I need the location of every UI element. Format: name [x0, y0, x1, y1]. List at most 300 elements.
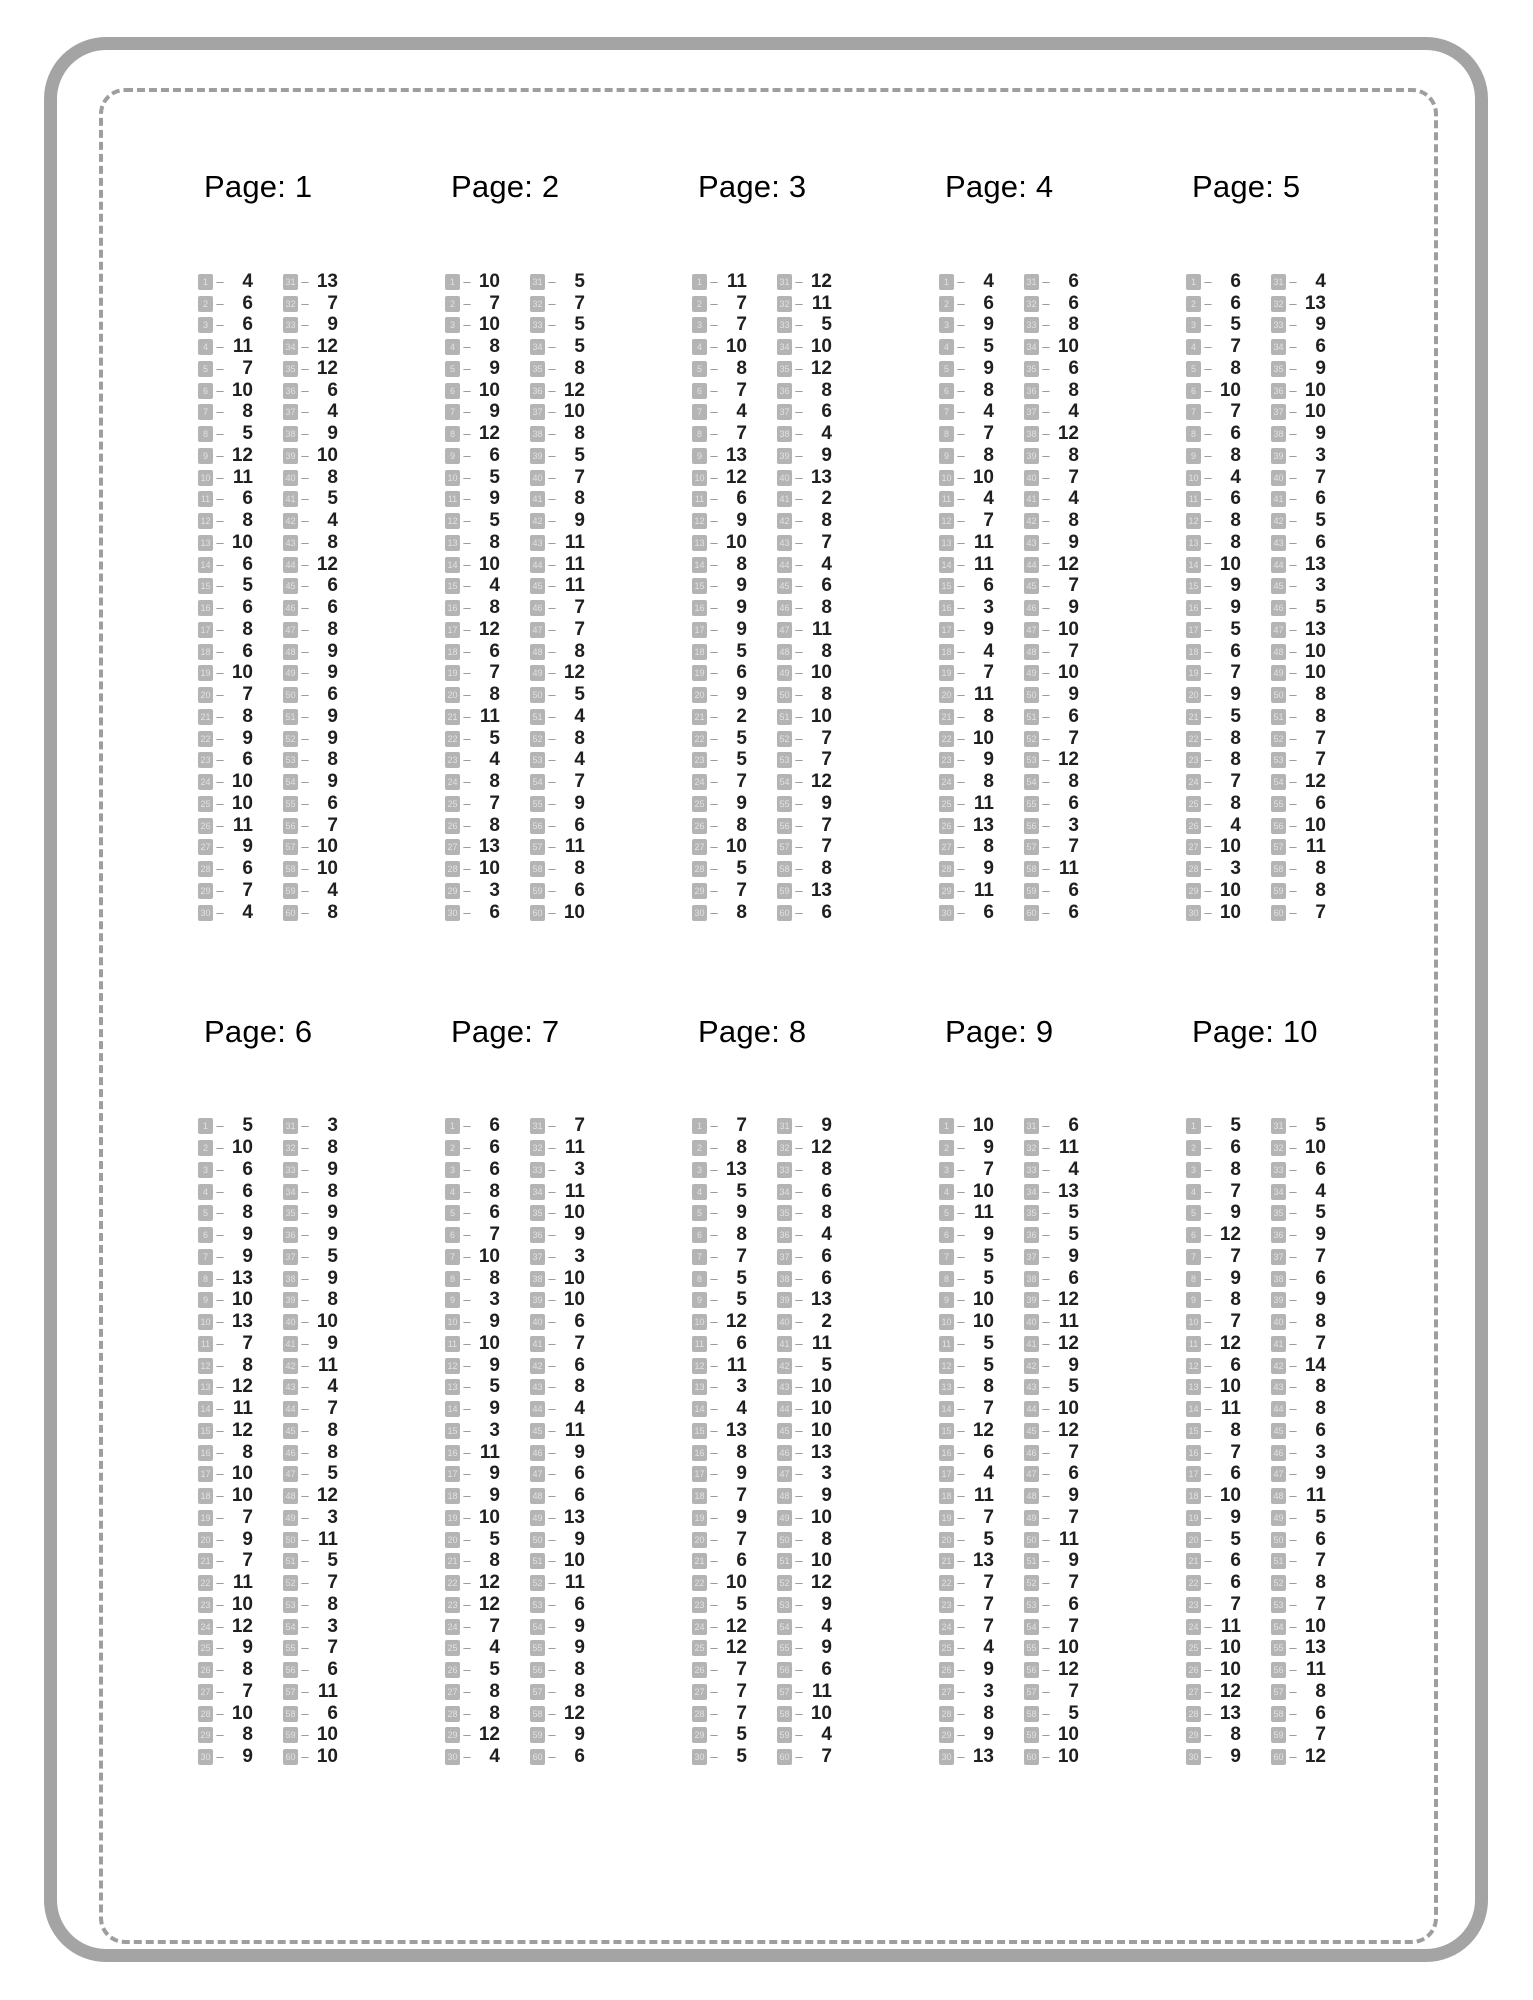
answer-value: 5 [736, 1746, 747, 1768]
problem-number-badge: 29 [445, 883, 460, 899]
answer-value: 9 [821, 444, 832, 466]
answer-row [692, 1311, 832, 1333]
dash-separator: – [1042, 1509, 1050, 1525]
answer-value: 7 [1068, 836, 1079, 858]
problem-number-badge: 9 [939, 448, 954, 464]
problem-number-badge: 19 [1186, 1510, 1201, 1526]
answer-pair-left [939, 576, 994, 596]
dash-separator: – [710, 1183, 718, 1199]
answer-value: 7 [736, 1528, 747, 1550]
problem-number-badge: 13 [692, 535, 707, 551]
problem-number-badge: 56 [530, 1662, 545, 1678]
answer-row [445, 1224, 585, 1246]
dash-separator: – [1204, 752, 1212, 768]
problem-number-badge: 23 [692, 752, 707, 768]
answer-value: 6 [574, 879, 585, 901]
answer-value: 6 [1068, 1593, 1079, 1615]
answer-value: 12 [1057, 1332, 1079, 1354]
dash-separator: – [710, 273, 718, 289]
problem-number-badge: 22 [939, 1575, 954, 1591]
answer-value: 9 [983, 749, 994, 771]
answer-value: 8 [574, 488, 585, 510]
problem-number-badge: 21 [198, 1553, 213, 1569]
answer-pair-right [777, 1377, 832, 1397]
problem-number-badge: 6 [692, 383, 707, 399]
problem-number-badge: 33 [1271, 1162, 1286, 1178]
answer-value: 6 [1315, 1702, 1326, 1724]
dash-separator: – [1204, 1705, 1212, 1721]
answer-pair-right [1024, 1225, 1079, 1245]
problem-number-badge: 10 [939, 470, 954, 486]
answer-value: 9 [821, 1115, 832, 1137]
answer-value: 13 [810, 466, 832, 488]
answer-value: 6 [1230, 640, 1241, 662]
problem-number-badge: 41 [777, 491, 792, 507]
answer-value: 9 [327, 1267, 338, 1289]
dash-separator: – [463, 360, 471, 376]
answer-row [939, 1224, 1079, 1246]
answer-pair-left [198, 859, 253, 879]
dash-separator: – [301, 578, 309, 594]
problem-number-badge: 39 [777, 1292, 792, 1308]
answer-pair-left [1186, 772, 1241, 792]
answer-pair-right [530, 315, 585, 335]
dash-separator: – [548, 1357, 556, 1373]
problem-number-badge: 18 [692, 1488, 707, 1504]
problem-number-badge: 1 [692, 274, 707, 290]
problem-number-badge: 9 [692, 448, 707, 464]
answer-pair-left [1186, 816, 1241, 836]
dash-separator: – [957, 1314, 965, 1330]
problem-number-badge: 30 [198, 905, 213, 921]
answer-pair-left [445, 489, 500, 509]
dash-separator: – [301, 665, 309, 681]
answer-value: 9 [574, 1637, 585, 1659]
problem-number-badge: 60 [1024, 905, 1039, 921]
answer-pair-left [692, 1595, 747, 1615]
answer-value: 8 [1068, 314, 1079, 336]
answer-row [1186, 684, 1326, 706]
dash-separator: – [548, 447, 556, 463]
answer-row [1186, 1137, 1326, 1159]
problem-number-badge: 2 [1186, 1140, 1201, 1156]
answer-value: 4 [821, 553, 832, 575]
problem-number-badge: 33 [1271, 317, 1286, 333]
dash-separator: – [1204, 578, 1212, 594]
dash-separator: – [548, 404, 556, 420]
answer-pair-right [777, 1247, 832, 1267]
problem-number-badge: 41 [1024, 491, 1039, 507]
answer-pair-left [198, 1160, 253, 1180]
answer-pair-left [692, 1377, 747, 1397]
answer-row [445, 1137, 585, 1159]
answer-pair-left [445, 1269, 500, 1289]
problem-number-badge: 43 [530, 1379, 545, 1395]
dash-separator: – [957, 774, 965, 790]
answer-value: 6 [327, 597, 338, 619]
problem-number-badge: 8 [198, 1271, 213, 1287]
dash-separator: – [795, 1183, 803, 1199]
answer-value: 3 [489, 879, 500, 901]
dash-separator: – [795, 1140, 803, 1156]
answer-value: 10 [563, 1267, 585, 1289]
dash-separator: – [463, 600, 471, 616]
problem-number-badge: 14 [445, 557, 460, 573]
dash-separator: – [548, 730, 556, 746]
problem-number-badge: 34 [530, 1184, 545, 1200]
answer-value: 10 [316, 1311, 338, 1333]
problem-number-badge: 23 [445, 1597, 460, 1613]
answer-row [939, 336, 1079, 358]
answer-pair-left [692, 446, 747, 466]
answer-value: 12 [1057, 553, 1079, 575]
answer-pair-left [692, 903, 747, 923]
problem-number-badge: 8 [1186, 426, 1201, 442]
dash-separator: – [1289, 534, 1297, 550]
problem-number-badge: 13 [198, 1379, 213, 1395]
answer-pair-right [777, 598, 832, 618]
answer-row [692, 554, 832, 576]
answer-pair-right [283, 881, 338, 901]
problem-number-badge: 6 [1186, 1227, 1201, 1243]
answer-pair-right [1271, 707, 1326, 727]
problem-number-badge: 23 [939, 752, 954, 768]
answer-value: 10 [478, 553, 500, 575]
answer-value: 13 [1304, 292, 1326, 314]
answer-pair-left [1186, 489, 1241, 509]
answer-value: 12 [725, 466, 747, 488]
answer-pair-left [445, 1116, 500, 1136]
answer-value: 4 [983, 640, 994, 662]
answer-pair-right [530, 402, 585, 422]
dash-separator: – [216, 1466, 224, 1482]
answer-pair-left [692, 642, 747, 662]
dash-separator: – [1042, 730, 1050, 746]
answer-value: 7 [821, 727, 832, 749]
dash-separator: – [1204, 1205, 1212, 1221]
dash-separator: – [301, 1227, 309, 1243]
problem-number-badge: 26 [445, 1662, 460, 1678]
dash-separator: – [1289, 1379, 1297, 1395]
answer-pair-left [1186, 750, 1241, 770]
answer-pair-right [1024, 663, 1079, 683]
answer-row [939, 1290, 1079, 1312]
answer-value: 6 [489, 901, 500, 923]
answer-pair-left [939, 685, 994, 705]
dash-separator: – [216, 1227, 224, 1243]
dash-separator: – [1289, 1248, 1297, 1264]
answer-value: 7 [983, 423, 994, 445]
dash-separator: – [1289, 687, 1297, 703]
problem-number-badge: 38 [777, 426, 792, 442]
answer-pair-left [692, 1704, 747, 1724]
dash-separator: – [1042, 1683, 1050, 1699]
answer-value: 8 [821, 684, 832, 706]
answer-row [445, 1703, 585, 1725]
answer-pair-left [445, 511, 500, 531]
answer-pair-left [939, 1464, 994, 1484]
problem-number-badge: 24 [445, 1619, 460, 1635]
problem-number-badge: 3 [692, 317, 707, 333]
answer-value: 13 [563, 1506, 585, 1528]
problem-number-badge: 54 [1271, 774, 1286, 790]
problem-number-badge: 21 [445, 709, 460, 725]
answer-row [198, 1746, 338, 1768]
dash-separator: – [1042, 556, 1050, 572]
problem-number-badge: 7 [1186, 404, 1201, 420]
answer-row [939, 771, 1079, 793]
problem-number-badge: 16 [198, 600, 213, 616]
dash-separator: – [1204, 273, 1212, 289]
answer-pair-left [445, 1464, 500, 1484]
problem-number-badge: 57 [530, 839, 545, 855]
problem-number-badge: 26 [939, 818, 954, 834]
answer-value: 12 [563, 662, 585, 684]
problem-number-badge: 50 [777, 1532, 792, 1548]
answer-value: 7 [983, 662, 994, 684]
problem-number-badge: 15 [445, 1423, 460, 1439]
problem-number-badge: 27 [445, 1684, 460, 1700]
answer-pair-right [1271, 1334, 1326, 1354]
answer-value: 8 [821, 1158, 832, 1180]
answer-value: 6 [574, 1746, 585, 1768]
problem-number-badge: 58 [1271, 1706, 1286, 1722]
answer-row [692, 663, 832, 685]
answer-value: 10 [1219, 379, 1241, 401]
problem-number-badge: 1 [1186, 1118, 1201, 1134]
dash-separator: – [795, 1640, 803, 1656]
dash-separator: – [1042, 360, 1050, 376]
problem-number-badge: 5 [445, 1205, 460, 1221]
dash-separator: – [1042, 469, 1050, 485]
answer-value: 7 [327, 292, 338, 314]
answer-value: 13 [972, 1550, 994, 1572]
answer-pair-left [939, 1725, 994, 1745]
dash-separator: – [957, 708, 965, 724]
answer-value: 10 [316, 858, 338, 880]
answer-row [1186, 358, 1326, 380]
answer-value: 3 [1068, 814, 1079, 836]
answer-pair-right [777, 707, 832, 727]
problem-number-badge: 30 [1186, 1749, 1201, 1765]
answer-value: 4 [1230, 814, 1241, 836]
problem-number-badge: 40 [1271, 1314, 1286, 1330]
problem-number-badge: 24 [939, 1619, 954, 1635]
answer-row [1186, 1594, 1326, 1616]
answer-value: 12 [810, 270, 832, 292]
dash-separator: – [463, 1662, 471, 1678]
problem-number-badge: 16 [939, 1445, 954, 1461]
dash-separator: – [548, 1662, 556, 1678]
dash-separator: – [1204, 556, 1212, 572]
answer-value: 7 [736, 423, 747, 445]
answer-value: 7 [327, 1637, 338, 1659]
problem-number-badge: 16 [692, 600, 707, 616]
problem-number-badge: 4 [198, 339, 213, 355]
answer-pair-left [939, 1660, 994, 1680]
answer-value: 7 [327, 814, 338, 836]
answer-value: 9 [327, 1224, 338, 1246]
answer-row [692, 1485, 832, 1507]
answer-pair-left [692, 881, 747, 901]
page-title: Page: 1 [204, 169, 313, 204]
dash-separator: – [463, 1531, 471, 1547]
answer-value: 8 [1230, 749, 1241, 771]
answer-pair-left [445, 381, 500, 401]
dash-separator: – [957, 1205, 965, 1221]
answer-value: 5 [489, 727, 500, 749]
problem-number-badge: 15 [939, 578, 954, 594]
problem-number-badge: 49 [1024, 1510, 1039, 1526]
answer-pair-right [777, 446, 832, 466]
problem-number-badge: 52 [1024, 731, 1039, 747]
answer-value: 7 [1230, 401, 1241, 423]
answer-value: 8 [574, 357, 585, 379]
answer-pair-left [198, 1247, 253, 1267]
answer-row [692, 793, 832, 815]
answer-row [692, 315, 832, 337]
answer-row [198, 402, 338, 424]
answer-pair-right [283, 1138, 338, 1158]
problem-number-badge: 20 [198, 1532, 213, 1548]
answer-pair-right [530, 685, 585, 705]
dash-separator: – [216, 882, 224, 898]
dash-separator: – [216, 774, 224, 790]
answer-pair-right [1024, 837, 1079, 857]
answer-pair-right [1024, 1116, 1079, 1136]
dash-separator: – [301, 730, 309, 746]
answer-row [1186, 293, 1326, 315]
answer-value: 10 [810, 1550, 832, 1572]
dash-separator: – [301, 534, 309, 550]
answer-value: 3 [574, 1158, 585, 1180]
answer-row [939, 271, 1079, 293]
answer-row [198, 1116, 338, 1138]
answer-value: 9 [242, 1224, 253, 1246]
dash-separator: – [216, 1292, 224, 1308]
problem-number-badge: 34 [1024, 1184, 1039, 1200]
answer-pair-right [777, 1508, 832, 1528]
dash-separator: – [957, 426, 965, 442]
dash-separator: – [710, 1531, 718, 1547]
answer-value: 6 [242, 553, 253, 575]
answer-pair-right [530, 1573, 585, 1593]
answer-value: 4 [242, 901, 253, 923]
answer-pair-left [198, 381, 253, 401]
answer-row [939, 1268, 1079, 1290]
answer-value: 10 [231, 531, 253, 553]
dash-separator: – [1042, 447, 1050, 463]
answer-pair-right [530, 468, 585, 488]
answer-value: 4 [574, 705, 585, 727]
problem-number-badge: 56 [777, 1662, 792, 1678]
answer-row [198, 837, 338, 859]
dash-separator: – [1204, 839, 1212, 855]
dash-separator: – [1289, 1683, 1297, 1699]
problem-number-badge: 23 [939, 1597, 954, 1613]
answer-pair-left [939, 1486, 994, 1506]
dash-separator: – [795, 382, 803, 398]
dash-separator: – [795, 426, 803, 442]
problem-number-badge: 15 [198, 1423, 213, 1439]
answer-pair-right [530, 642, 585, 662]
problem-number-badge: 13 [445, 535, 460, 551]
answer-value: 5 [736, 1593, 747, 1615]
dash-separator: – [1204, 1140, 1212, 1156]
answer-row [692, 1464, 832, 1486]
answer-pair-left [939, 816, 994, 836]
dash-separator: – [710, 1379, 718, 1395]
problem-number-badge: 28 [445, 861, 460, 877]
problem-number-badge: 12 [692, 1358, 707, 1374]
problem-number-badge: 8 [939, 1271, 954, 1287]
answer-value: 12 [478, 1593, 500, 1615]
dash-separator: – [710, 578, 718, 594]
dash-separator: – [1042, 1357, 1050, 1373]
answer-value: 6 [574, 1463, 585, 1485]
problem-number-badge: 25 [198, 1640, 213, 1656]
answer-pair-right [777, 1464, 832, 1484]
problem-number-badge: 23 [1186, 1597, 1201, 1613]
answer-pair-left [445, 1377, 500, 1397]
answer-pair-right [530, 794, 585, 814]
dash-separator: – [795, 882, 803, 898]
dash-separator: – [795, 1270, 803, 1286]
dash-separator: – [1042, 643, 1050, 659]
dash-separator: – [463, 556, 471, 572]
answer-value: 8 [242, 1659, 253, 1681]
dash-separator: – [1289, 1118, 1297, 1134]
answer-row [1186, 1203, 1326, 1225]
dash-separator: – [795, 1531, 803, 1547]
problem-number-badge: 54 [777, 774, 792, 790]
answer-value: 12 [810, 1137, 832, 1159]
answer-value: 6 [574, 1354, 585, 1376]
answer-pair-right [1024, 1747, 1079, 1767]
answer-row [198, 1703, 338, 1725]
answer-pair-right [777, 359, 832, 379]
problem-number-badge: 17 [1186, 1466, 1201, 1482]
answer-row [939, 1203, 1079, 1225]
answer-pair-left [939, 663, 994, 683]
answer-value: 5 [736, 1724, 747, 1746]
problem-number-badge: 6 [445, 383, 460, 399]
answer-pair-right [1271, 1725, 1326, 1745]
problem-number-badge: 3 [1186, 1162, 1201, 1178]
problem-number-badge: 18 [198, 644, 213, 660]
answer-pair-right [1271, 446, 1326, 466]
problem-number-badge: 58 [283, 861, 298, 877]
answer-pair-left [198, 1660, 253, 1680]
answer-row [198, 1442, 338, 1464]
answer-value: 10 [478, 1332, 500, 1354]
problem-number-badge: 12 [198, 1358, 213, 1374]
problem-number-badge: 50 [530, 1532, 545, 1548]
answer-value: 3 [327, 1506, 338, 1528]
answer-value: 4 [821, 423, 832, 445]
problem-number-badge: 47 [283, 622, 298, 638]
answer-row [1186, 837, 1326, 859]
problem-number-badge: 28 [939, 1706, 954, 1722]
problem-number-badge: 37 [1024, 404, 1039, 420]
problem-number-badge: 32 [283, 296, 298, 312]
answer-row [445, 1507, 585, 1529]
answer-row [198, 1594, 338, 1616]
answer-pair-left [692, 1356, 747, 1376]
dash-separator: – [795, 1335, 803, 1351]
answer-value: 6 [327, 575, 338, 597]
answer-row [939, 1181, 1079, 1203]
